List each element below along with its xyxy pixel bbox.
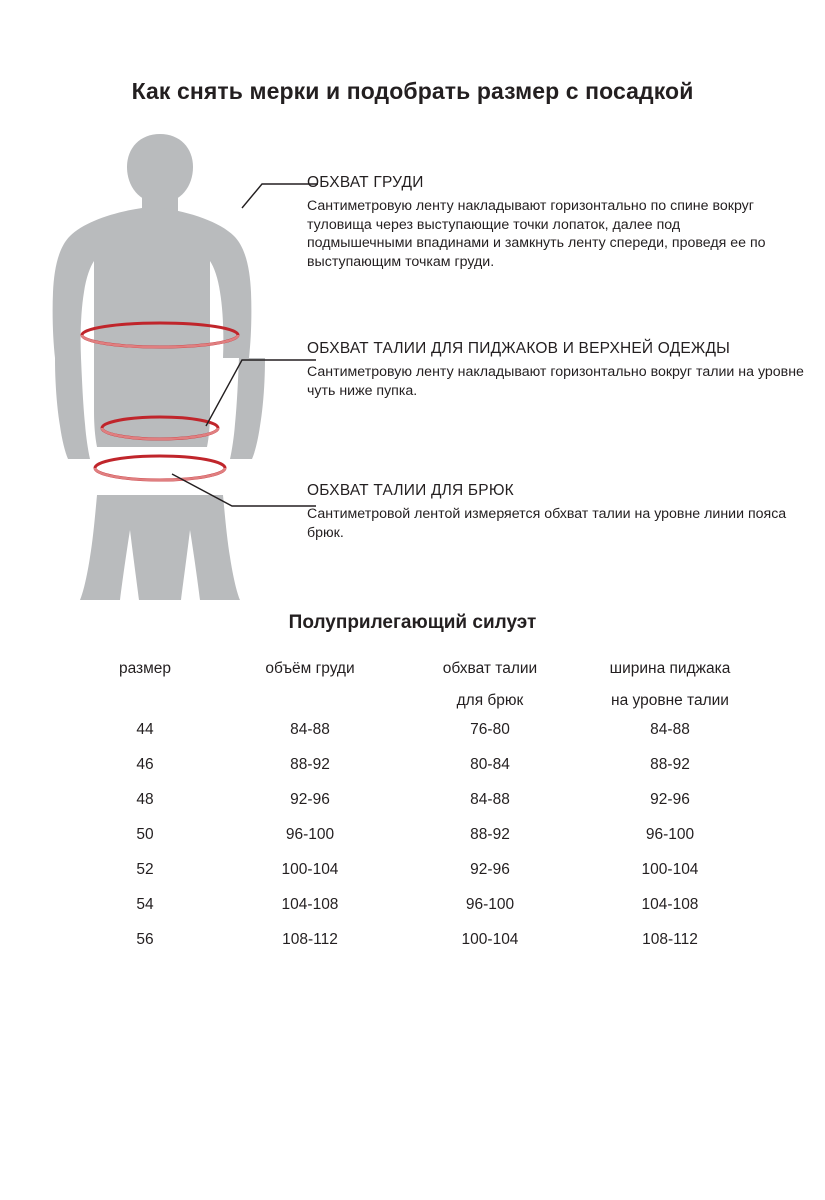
- cell-chest: 100-104: [281, 860, 339, 878]
- callout-waist-trousers: [307, 482, 787, 542]
- size-table: [70, 660, 760, 957]
- cell-chest: 92-96: [290, 790, 330, 808]
- callout-waist-jacket-text: Сантиметровую ленту накладывают горизонтально вокруг талии на уровне чуть ниже пупка.: [307, 364, 804, 399]
- cell-waist: 84-88: [470, 790, 510, 808]
- table-row: [70, 817, 760, 852]
- trouser-waist-leader-line: [168, 460, 318, 520]
- table-row: [70, 922, 760, 957]
- cell-chest: 88-92: [290, 755, 330, 773]
- cell-size: 48: [136, 790, 154, 808]
- callout-waist-trousers-text: Сантиметровой лентой измеряется обхват талии на уровне линии пояса брюк.: [307, 506, 787, 541]
- cell-waist: 88-92: [470, 825, 510, 843]
- cell-waist: 80-84: [470, 755, 510, 773]
- column-header-size: размер: [118, 660, 172, 677]
- cell-waist: 100-104: [461, 930, 519, 948]
- size-table-title: Полуприлегающий силуэт: [288, 612, 537, 633]
- callout-chest: [307, 174, 777, 271]
- callout-chest-text: Сантиметровую ленту накладывают горизонтально по спине вокруг туловища через выступающие точки лопаток, далее под подмышечными впадинами и замкнуть ленту спереди, проведя ее по выступающим точкам груди.: [307, 198, 766, 270]
- callout-waist-trousers-title: ОБХВАТ ТАЛИИ ДЛЯ БРЮК: [307, 482, 514, 499]
- cell-chest: 84-88: [290, 720, 330, 738]
- cell-waist: 76-80: [470, 720, 510, 738]
- cell-size: 54: [136, 895, 154, 913]
- column-header-chest: объём груди: [265, 660, 355, 677]
- table-header-row: [70, 660, 760, 712]
- cell-jacket-width: 96-100: [645, 825, 695, 843]
- callout-waist-jacket: [307, 340, 807, 400]
- table-row: [70, 887, 760, 922]
- callout-waist-jacket-title: ОБХВАТ ТАЛИИ ДЛЯ ПИДЖАКОВ И ВЕРХНЕЙ ОДЕЖДЫ: [307, 340, 731, 357]
- callout-chest-title: ОБХВАТ ГРУДИ: [307, 174, 424, 191]
- column-header-jacket-width: ширина пиджака на уровне талии: [609, 660, 731, 709]
- cell-waist: 96-100: [465, 895, 515, 913]
- jacket-waist-leader-line: [198, 330, 318, 440]
- cell-chest: 104-108: [281, 895, 339, 913]
- cell-waist: 92-96: [470, 860, 510, 878]
- table-row: [70, 782, 760, 817]
- page-title: Как снять мерки и подобрать размер с посадкой: [131, 78, 694, 104]
- cell-jacket-width: 108-112: [642, 930, 698, 948]
- cell-chest: 108-112: [282, 930, 338, 948]
- table-row: [70, 747, 760, 782]
- cell-size: 44: [136, 720, 154, 738]
- cell-size: 52: [136, 860, 154, 878]
- cell-jacket-width: 100-104: [641, 860, 699, 878]
- cell-jacket-width: 92-96: [650, 790, 690, 808]
- table-row: [70, 712, 760, 747]
- cell-size: 56: [136, 930, 154, 948]
- cell-jacket-width: 88-92: [650, 755, 690, 773]
- cell-jacket-width: 104-108: [641, 895, 699, 913]
- cell-size: 50: [136, 825, 154, 843]
- table-row: [70, 852, 760, 887]
- column-header-waist: обхват талии для брюк: [442, 660, 538, 709]
- cell-size: 46: [136, 755, 154, 773]
- cell-jacket-width: 84-88: [650, 720, 690, 738]
- cell-chest: 96-100: [285, 825, 335, 843]
